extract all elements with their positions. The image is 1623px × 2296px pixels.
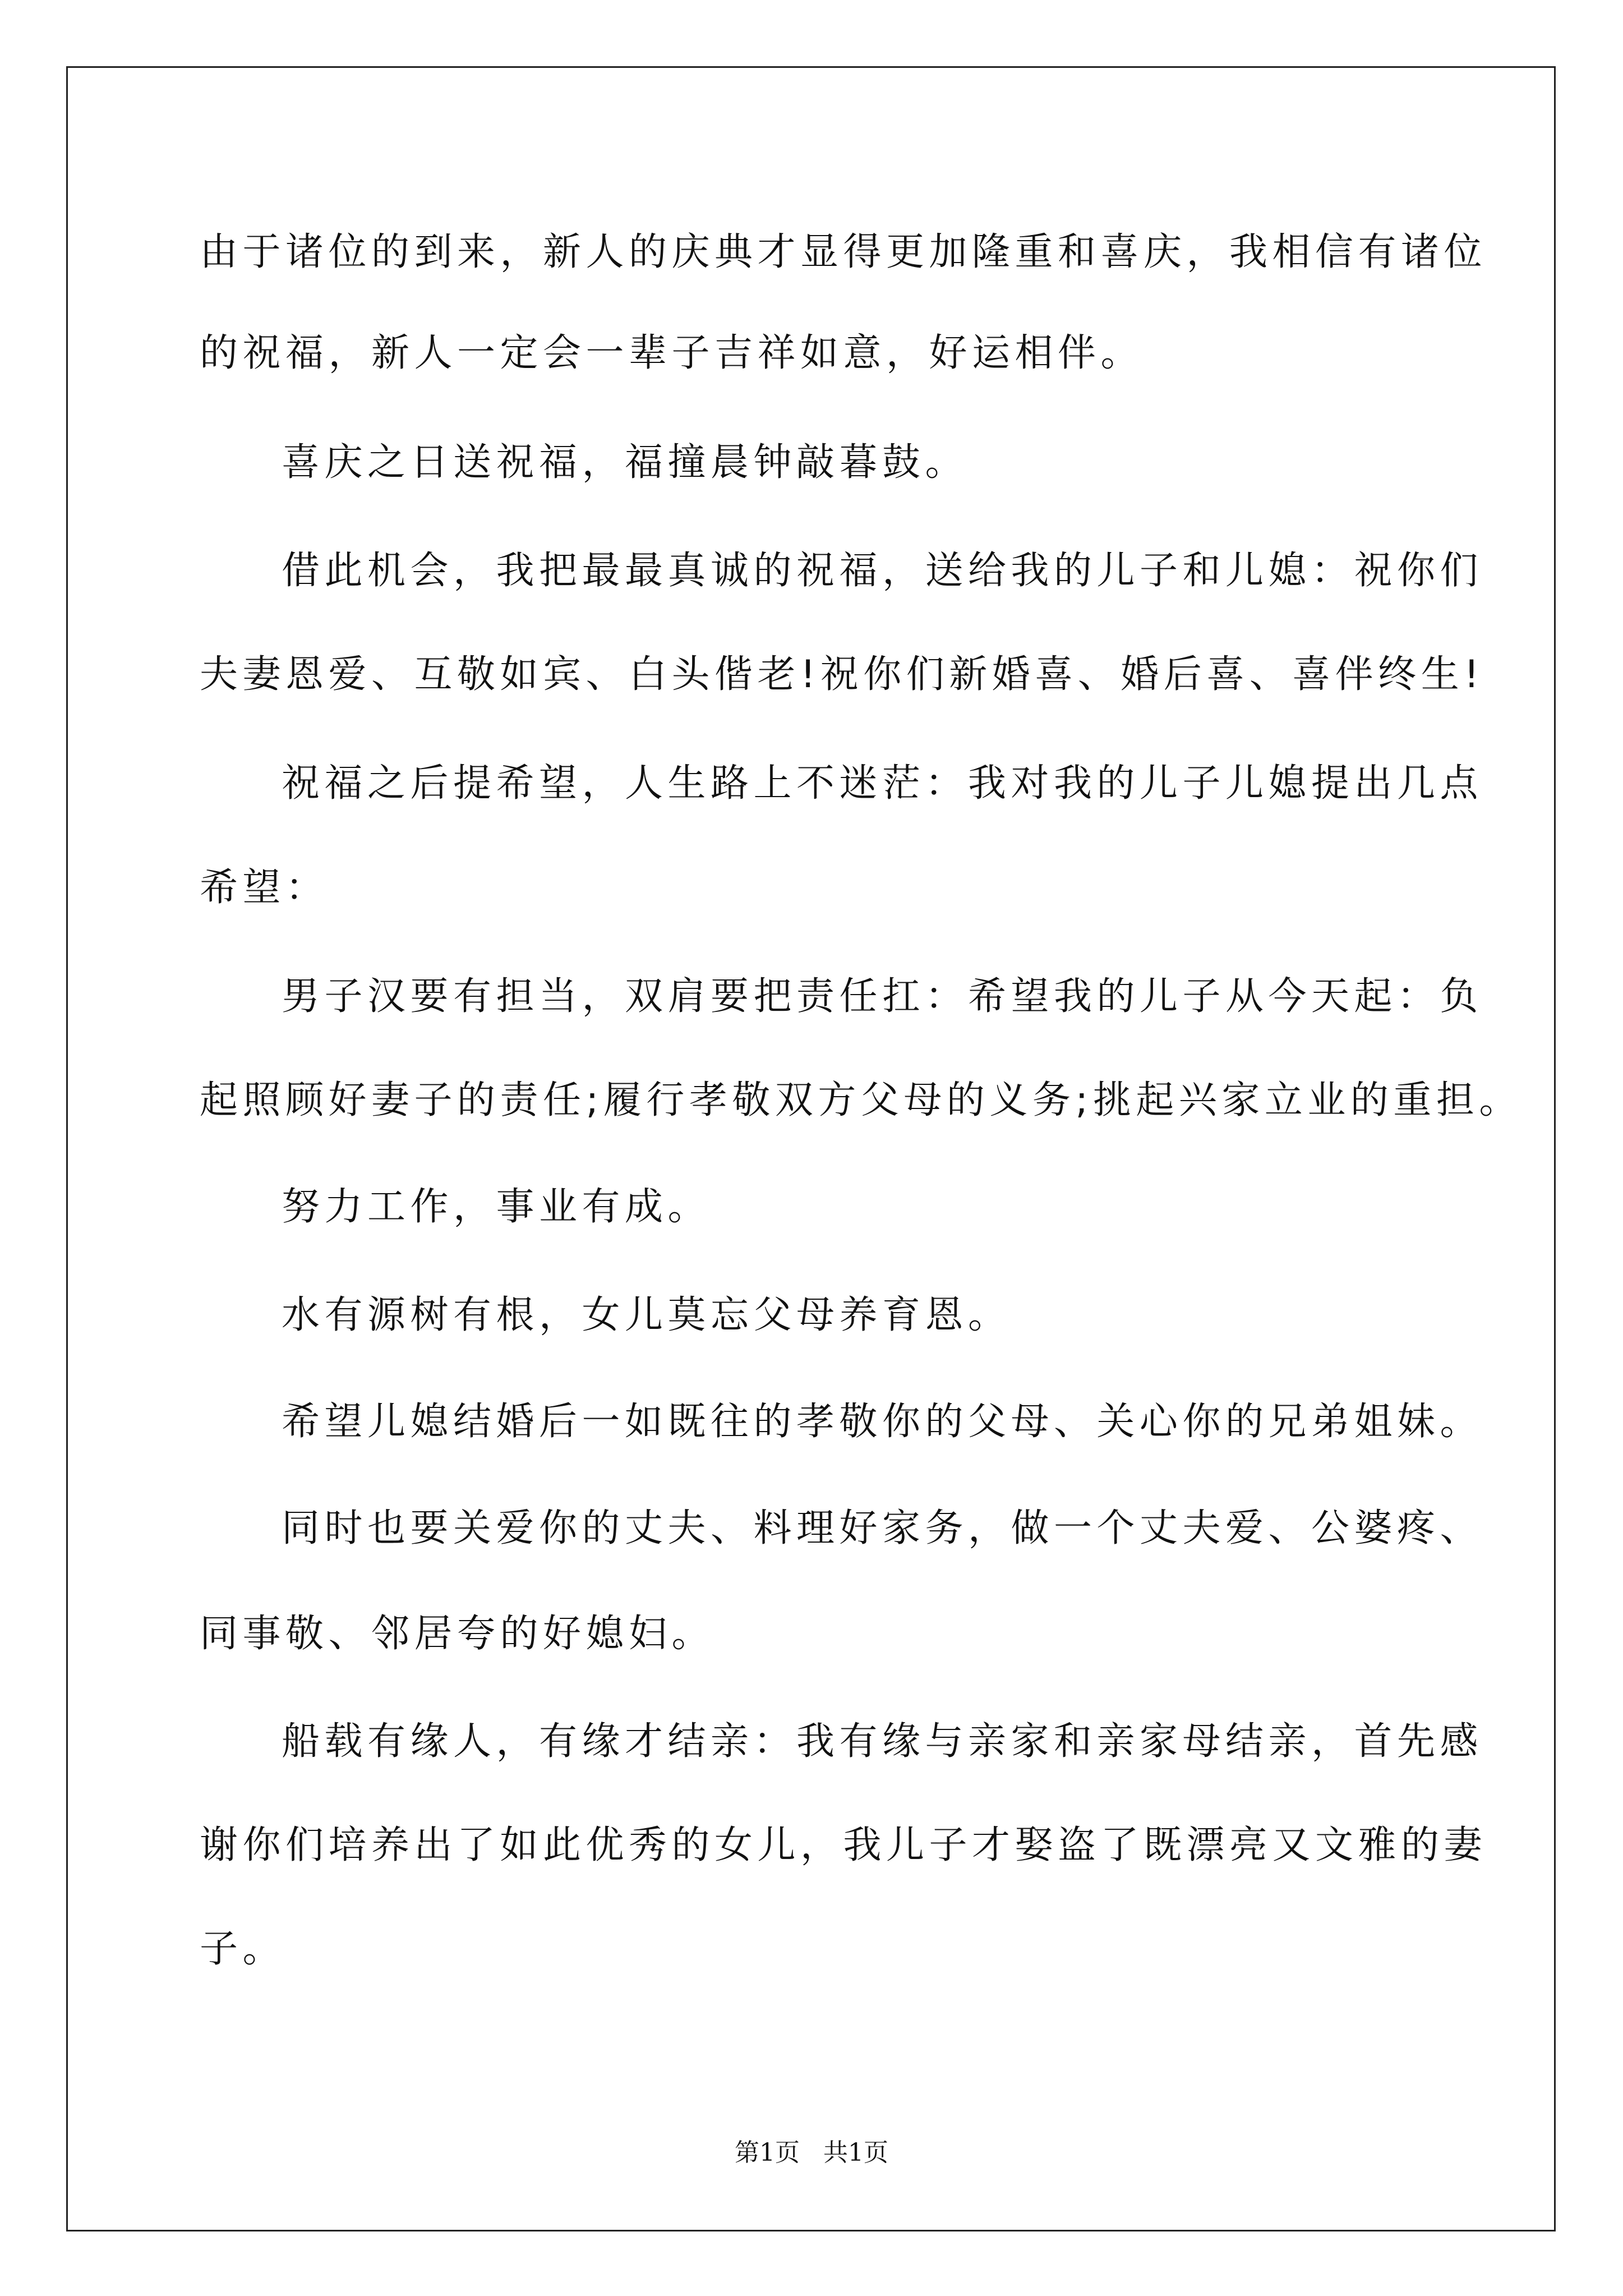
text-line-6: 祝福之后提希望，人生路上不迷茫：我对我的儿子儿媳提出几点 (282, 761, 1483, 806)
text-line-3: 喜庆之日送祝福，福撞晨钟敲暮鼓。 (282, 440, 969, 485)
text-line-5: 夫妻恩爱、互敬如宾、白头偕老!祝你们新婚喜、婚后喜、喜伴终生! (200, 652, 1484, 697)
text-line-4: 借此机会，我把最最真诚的祝福，送给我的儿子和儿媳：祝你们 (282, 549, 1483, 593)
text-line-16: 谢你们培养出了如此优秀的女儿，我儿子才娶盗了既漂亮又文雅的妻 (200, 1823, 1487, 1867)
text-line-11: 水有源树有根，女儿莫忘父母养育恩。 (282, 1293, 1011, 1337)
text-line-9: 起照顾好妻子的责任;履行孝敬双方父母的义务;挑起兴家立业的重担。 (200, 1078, 1522, 1122)
page-number-footer: 第1页 共1页 (735, 2138, 888, 2167)
text-line-17: 子。 (200, 1927, 286, 1971)
page-border (66, 66, 1556, 2231)
text-line-14: 同事敬、邻居夸的好媳妇。 (200, 1612, 715, 1656)
text-line-15: 船载有缘人，有缘才结亲：我有缘与亲家和亲家母结亲，首先感 (282, 1719, 1483, 1764)
text-line-10: 努力工作，事业有成。 (282, 1185, 711, 1229)
text-line-12: 希望儿媳结婚后一如既往的孝敬你的父母、关心你的兄弟姐妹。 (282, 1400, 1483, 1444)
text-line-8: 男子汉要有担当，双肩要把责任扛：希望我的儿子从今天起：负 (282, 974, 1483, 1019)
text-line-2: 的祝福，新人一定会一辈子吉祥如意，好运相伴。 (200, 331, 1144, 375)
text-line-1: 由于诸位的到来，新人的庆典才显得更加隆重和喜庆，我相信有诸位 (200, 230, 1487, 274)
text-line-13: 同时也要关爱你的丈夫、料理好家务，做一个丈夫爱、公婆疼、 (282, 1506, 1483, 1550)
text-line-7: 希望： (200, 866, 329, 910)
